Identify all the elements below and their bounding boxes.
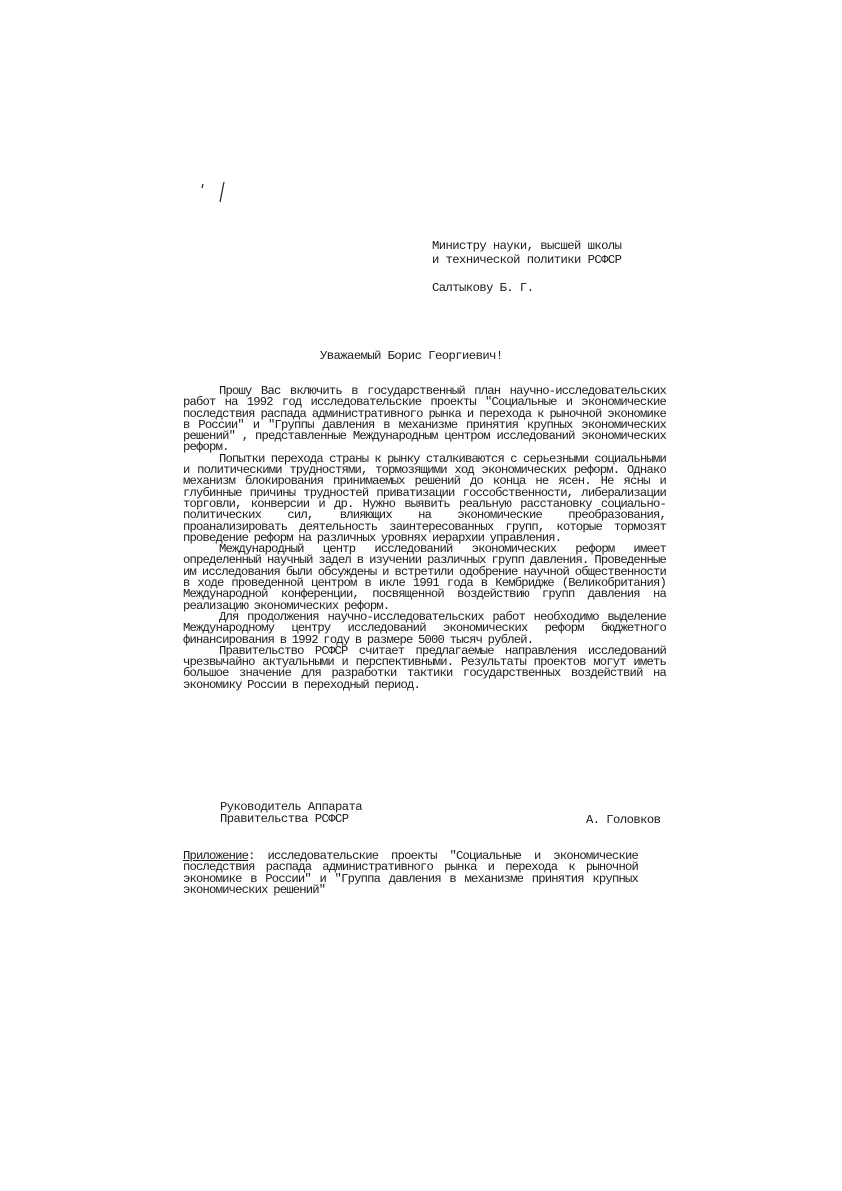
- body-paragraph: Для продолжения научно-исследовательских работ необходимо выделение Международному центру исследований экономических реформ бюджетного финансирования в 1992 году в размере 5000 тысяч рублей.: [183, 609, 666, 647]
- handwritten-mark: [200, 180, 230, 210]
- letter-body: [183, 386, 666, 691]
- body-paragraph: Прошу Вас включить в государственный план научно-исследовательских работ на 1992 год исследовательские проекты "Социальные и экономические последствия распада административного рынка и перехода к рыночной экономике в России" и "Группы давления в механизме принятия крупных экономических решений" , представленные Международным центром исследований экономических реформ.: [183, 384, 666, 455]
- addressee-block: [432, 239, 621, 295]
- body-paragraph: Попытки перехода страны к рынку сталкиваются с серьезными социальными и политическими трудностями, тормозящими ход экономических реформ. Однако механизм блокирования принимаемых решений до конца не ясен. Не ясны и глубинные причины трудностей приватизации госсобственности, либерализации торговли, конверсии и др. Нужно выявить реальную расстановку социально-политических сил, влияющих на экономические преобразования, проанализировать деятельность заинтересованных групп, которые тормозят проведение реформ на различных уровнях иерархии управления.: [183, 451, 666, 545]
- body-paragraph: Правительство РСФСР считает предлагаемые направления исследований чрезвычайно актуальными и перспективными. Результаты проектов могут иметь большое значение для разработки тактики государственных воздействий на экономику России в переходный период.: [183, 643, 666, 692]
- addressee-name: Салтыкову Б. Г.: [432, 281, 534, 295]
- addressee-line-1: Министру науки, высшей школы: [432, 239, 622, 253]
- signature-title-line-2: Правительства РСФСР: [220, 812, 349, 826]
- addressee-line-2: и технической политики РСФСР: [432, 253, 622, 267]
- appendix-note: [183, 851, 638, 896]
- salutation: Уважаемый Борис Георгиевич!: [320, 349, 503, 363]
- body-paragraph: Международный центр исследований экономических реформ имеет определенный научный задел в изучении различных групп давления. Проведенные им исследования были обсуждены и встретили одобрение научной общественности в ходе проведенной центром в икле 1991 года в Кембридже (Великобритания) Международной конференции, посвященной воздействию групп давления на реализацию экономических реформ.: [183, 542, 666, 613]
- appendix-text: : исследовательские проекты "Социальные и экономические последствия распада административного рынка и перехода к рыночной экономике в России" и "Группа давления в механизме принятия крупных экономических решений": [183, 849, 638, 897]
- signature-title: [220, 801, 362, 825]
- signer-name: А. Головков: [586, 813, 661, 827]
- appendix-label: Приложение: [183, 849, 249, 863]
- signature-title-line-1: Руководитель Аппарата: [220, 800, 363, 814]
